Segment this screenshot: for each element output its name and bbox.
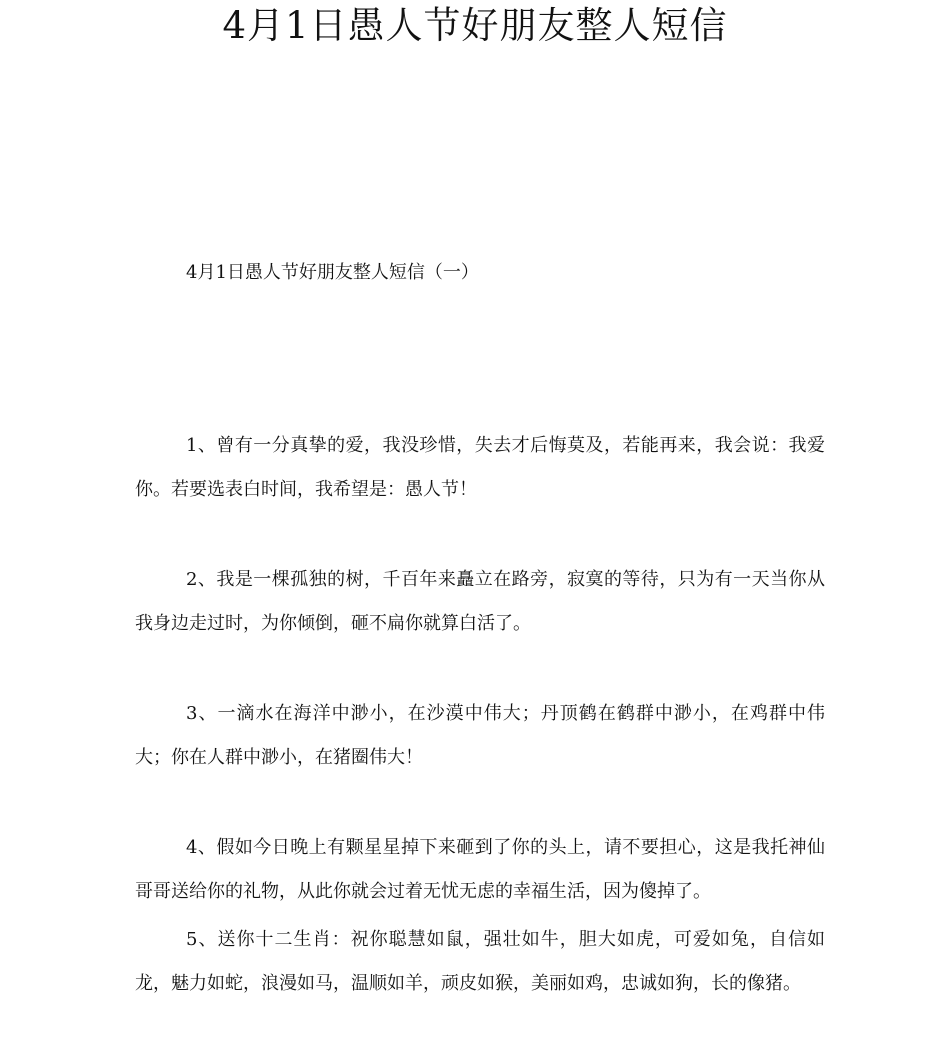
paragraph-2: 2、我是一棵孤独的树，千百年来矗立在路旁，寂寞的等待，只为有一天当你从我身边走过时，为你倾倒，砸不扁你就算白活了。 <box>135 569 825 634</box>
paragraph-5: 5、送你十二生肖：祝你聪慧如鼠，强壮如牛，胆大如虎，可爱如兔，自信如龙，魅力如蛇，浪漫如马，温顺如羊，顽皮如猴，美丽如鸡，忠诚如狗，长的像猪。 <box>135 929 825 994</box>
paragraph-1: 1、曾有一分真挚的爱，我没珍惜，失去才后悔莫及，若能再来，我会说：我爱你。若要选表白时间，我希望是：愚人节！ <box>135 435 825 500</box>
paragraph-4: 4、假如今日晚上有颗星星掉下来砸到了你的头上，请不要担心，这是我托神仙哥哥送给你的礼物，从此你就会过着无忧无虑的幸福生活，因为傻掉了。 <box>135 837 825 902</box>
paragraph-3: 3、一滴水在海洋中渺小，在沙漠中伟大；丹顶鹤在鹤群中渺小，在鸡群中伟大；你在人群中渺小，在猪圈伟大！ <box>135 703 825 768</box>
section-heading: 4月1日愚人节好朋友整人短信（一） <box>186 262 479 283</box>
document-title: 4月1日愚人节好朋友整人短信 <box>222 4 728 47</box>
